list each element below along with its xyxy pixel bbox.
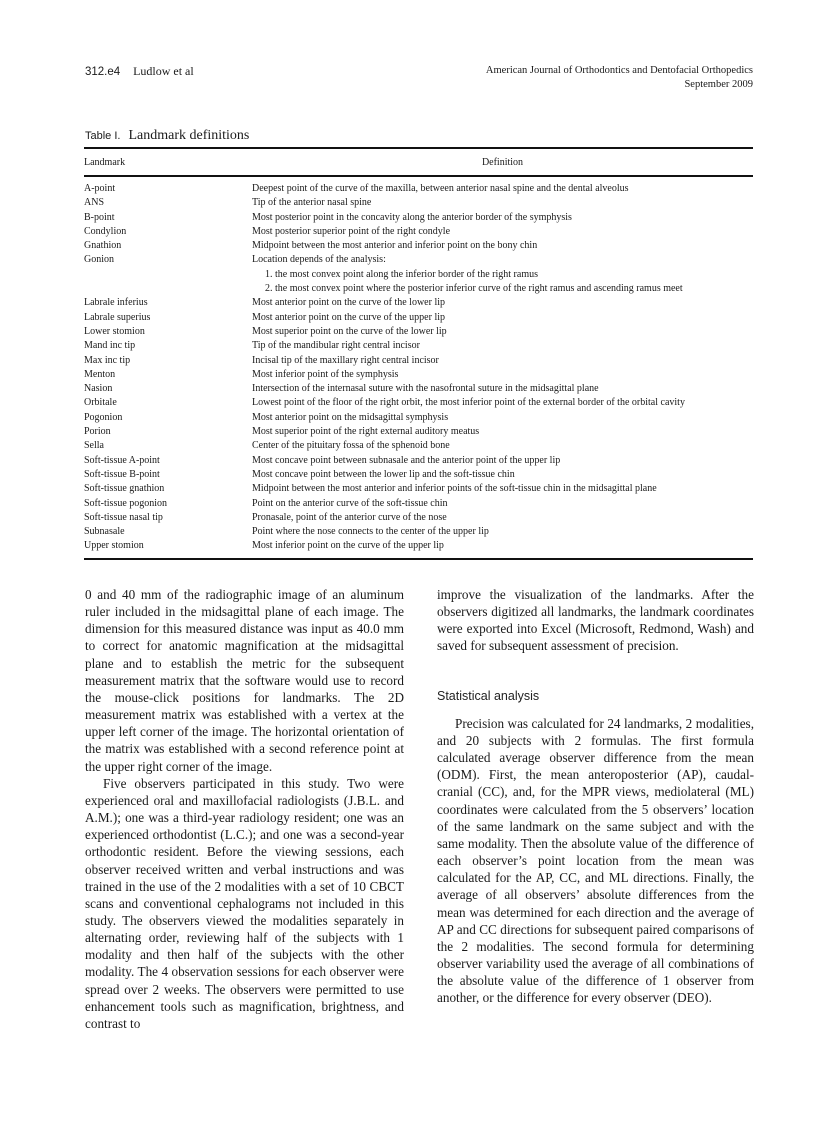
definition-cell: Midpoint between the most anterior and inferior point on the bony chin [252,240,538,252]
definition-cell: Intersection of the internasal suture with the nasofrontal suture in the midsagittal plane [252,383,599,395]
landmark-cell: Condylion [84,225,127,237]
landmark-cell: Porion [84,426,111,438]
table-row [84,511,753,525]
table-row [84,425,753,439]
landmark-cell: Menton [84,368,116,380]
table-row [84,239,753,253]
landmark-cell: Labrale inferius [84,297,148,309]
table-label: Table I. [85,130,121,142]
definition-cell: Lowest point of the floor of the right orbit, the most inferior point of the external border of the orbital cavity [252,397,685,409]
landmark-cell: Upper stomion [84,540,144,552]
definition-cell: Pronasale, point of the anterior curve of the nose [252,511,447,523]
section-heading-statistical-analysis: Statistical analysis [437,688,540,703]
definition-cell: Most posterior point in the concavity along the anterior border of the symphysis [252,211,572,223]
paragraph: improve the visualization of the landmarks. After the observers digitized all landmarks, the landmark coordinates were exported into Excel (Microsoft, Redmond, Wash) and saved for subsequent assessment of precision. [437,587,754,654]
table-header [84,149,753,175]
table-row [84,368,753,382]
table-row [84,225,753,239]
paragraph: 0 and 40 mm of the radiographic image of an aluminum ruler included in the midsagittal plane of each image. The dimension for this measured distance was input as 40.0 mm to correct for anatomic magnification at the midsagittal plane and to establish the metric for the subsequent measurement matrix that the software would use to record the mouse-click positions for landmarks. The 2D measurement matrix was established with a vertex at the upper left corner of the image. The horizontal orientation of the matrix was established with a second reference point at the upper right corner of the image. [85,587,404,774]
definition-cell: Point on the anterior curve of the soft-tissue chin [252,497,448,509]
landmark-cell: Gonion [84,254,114,266]
landmark-cell: Subnasale [84,526,125,538]
landmark-cell: Nasion [84,383,113,395]
landmark-cell: Gnathion [84,240,122,252]
landmark-cell: A-point [84,183,116,194]
definition-cell: 2. the most convex point where the posterior inferior curve of the right ramus and ascending ramus meet [265,283,683,295]
definition-cell: Point where the nose connects to the center of the upper lip [252,526,489,538]
definition-cell: Most concave point between subnasale and the anterior point of the upper lip [252,454,561,466]
landmark-table [84,147,753,560]
definition-cell: Most inferior point on the curve of the upper lip [252,540,444,552]
definition-cell: Center of the pituitary fossa of the sphenoid bone [252,440,450,452]
paragraph: Five observers participated in this study. Two were experienced oral and maxillofacial radiologists (J.B.L. and A.M.); one was a third-year radiology resident; one was an experienced orthodontist (L.C.); and one was a second-year orthodontic resident. Before the viewing sessions, each observer received written and verbal instructions and was trained in the use of the 2 modalities with a set of 10 CBCT scans and conventional cephalograms not included in this study. The observers viewed the modalities separately in alternating order, reviewing half of the subjects with 1 modality and then half of the subjects with the other modality. The 4 observation sessions for each observer were spread over 2 weeks. The observers were permitted to use enhancement tools such as magnification, brightness, and contrast to [85,775,404,1031]
table-caption [85,126,249,144]
journal-title: American Journal of Orthodontics and Dentofacial Orthopedics [485,65,753,76]
table-row [84,482,753,496]
table-row [84,311,753,325]
running-head-right [486,64,753,92]
page-number: 312.e4 [85,66,121,78]
landmark-cell: B-point [84,211,115,223]
table-row [84,354,753,368]
table-row [84,382,753,396]
table-row [84,282,753,296]
landmark-cell: Max inc tip [84,354,131,366]
table-row [84,539,753,553]
landmark-cell: Pogonion [84,411,123,423]
definition-cell: Most superior point on the curve of the lower lip [252,325,447,337]
definition-cell: Most anterior point on the curve of the upper lip [252,311,446,323]
column-header-landmark: Landmark [84,156,126,168]
running-head-left [85,64,194,79]
landmark-cell: ANS [84,197,105,209]
landmark-cell: Soft-tissue B-point [84,468,160,480]
table-row [84,454,753,468]
landmark-cell: Sella [84,440,104,452]
definition-cell: Most superior point of the right external auditory meatus [252,426,480,438]
landmark-cell [84,268,252,282]
table-row [84,497,753,511]
landmark-cell: Soft-tissue A-point [84,454,160,466]
table-row [84,182,753,196]
body-column-right [437,586,754,1006]
landmark-cell: Soft-tissue pogonion [84,497,168,509]
running-head-authors: Ludlow et al [133,64,194,78]
definition-cell: Most anterior point on the curve of the lower lip [252,297,446,309]
table-row [84,525,753,539]
landmark-cell: Soft-tissue nasal tip [84,511,163,523]
table-row [84,339,753,353]
table-row [84,253,753,267]
definition-cell: Most anterior point on the midsagittal symphysis [252,411,449,423]
landmark-cell: Mand inc tip [84,340,136,352]
definition-cell: Incisal tip of the maxillary right central incisor [252,354,439,366]
table-row [84,211,753,225]
body-column-left [85,586,404,1032]
table-row [84,196,753,210]
table-row [84,468,753,482]
landmark-cell: Labrale superius [84,311,151,323]
definition-cell: Most concave point between the lower lip and the soft-tissue chin [252,468,515,480]
definition-cell: Most inferior point of the symphysis [252,368,399,380]
table-row [84,325,753,339]
definition-cell: Location depends of the analysis: [252,254,386,266]
table-row [84,439,753,453]
definition-cell: Deepest point of the curve of the maxilla, between anterior nasal spine and the dental alveolus [252,183,629,194]
table-row [84,268,753,282]
column-header-definition: Definition [481,156,524,168]
definition-cell: Tip of the mandibular right central incisor [252,340,420,352]
landmark-cell: Lower stomion [84,325,145,337]
landmark-cell: Orbitale [84,397,117,409]
definition-cell: Tip of the anterior nasal spine [252,197,372,209]
definition-cell: 1. the most convex point along the inferior border of the right ramus [265,268,538,280]
definition-cell: Most posterior superior point of the right condyle [252,225,451,237]
table-title: Landmark definitions [128,128,250,143]
table-body [84,177,753,554]
landmark-cell: Soft-tissue gnathion [84,483,165,495]
table-row [84,411,753,425]
landmark-cell [84,282,252,296]
table-bottom-rule [84,558,753,560]
definition-cell: Midpoint between the most anterior and inferior points of the soft-tissue chin in the midsagittal plane [252,483,657,495]
paragraph: Precision was calculated for 24 landmarks, 2 modalities, and 20 subjects with 2 formulas. The first formula calculated average observer difference from the mean (ODM). First, the mean anteroposterior (AP), caudal-cranial (CC), and, for the MPR views, mediolateral (ML) coordinates were calculated from the 5 observers’ location of the same landmark on the same subject and with the same modality. Then the absolute value of the difference of each observer’s point location from the mean was calculated for the AP, CC, and ML directions. Finally, the average of all observers’ absolute differences from the mean was determined for each direction and the average of AP and CC directions for subsequent paired comparisons of the 2 modalities. The second formula for determining observer variability used the average of all combinations of the absolute value of the difference of 1 observer from another, or the difference for every observer (DEO). [437,715,754,1006]
issue-date: September 2009 [684,79,753,90]
table-row [84,396,753,410]
table-row [84,296,753,310]
